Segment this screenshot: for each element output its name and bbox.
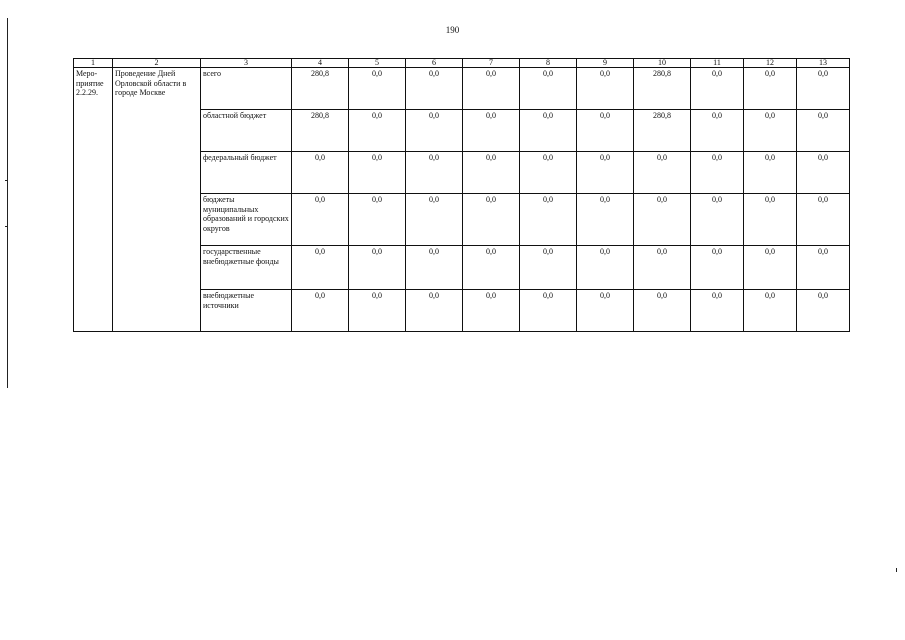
value-cell: 0,0 xyxy=(463,194,520,246)
left-margin-line xyxy=(7,18,8,388)
value-cell: 0,0 xyxy=(292,290,349,332)
value-cell: 0,0 xyxy=(744,68,797,110)
value-cell: 0,0 xyxy=(691,152,744,194)
value-cell: 0,0 xyxy=(292,152,349,194)
value-cell: 0,0 xyxy=(797,110,850,152)
column-number-row xyxy=(74,59,850,68)
value-cell: 0,0 xyxy=(292,194,349,246)
table-row xyxy=(74,68,850,110)
value-cell: 0,0 xyxy=(463,68,520,110)
column-number-cell: 3 xyxy=(201,59,292,68)
value-cell: 0,0 xyxy=(349,246,406,290)
column-number-cell: 7 xyxy=(463,59,520,68)
column-number-cell: 6 xyxy=(406,59,463,68)
funding-source-cell: областной бюджет xyxy=(201,110,292,152)
value-cell: 0,0 xyxy=(744,152,797,194)
value-cell: 0,0 xyxy=(691,194,744,246)
event-name-cell: Проведение Дней Орловской области в городе Москве xyxy=(113,68,201,332)
column-number-cell: 10 xyxy=(634,59,691,68)
value-cell: 0,0 xyxy=(577,110,634,152)
value-cell: 0,0 xyxy=(691,68,744,110)
value-cell: 0,0 xyxy=(744,110,797,152)
value-cell: 0,0 xyxy=(349,110,406,152)
value-cell: 0,0 xyxy=(349,290,406,332)
value-cell: 0,0 xyxy=(797,290,850,332)
value-cell: 0,0 xyxy=(634,194,691,246)
funding-source-cell: федеральный бюджет xyxy=(201,152,292,194)
value-cell: 0,0 xyxy=(744,290,797,332)
value-cell: 280,8 xyxy=(634,68,691,110)
value-cell: 0,0 xyxy=(634,246,691,290)
value-cell: 0,0 xyxy=(577,194,634,246)
value-cell: 0,0 xyxy=(520,246,577,290)
column-number-cell: 9 xyxy=(577,59,634,68)
value-cell: 0,0 xyxy=(520,152,577,194)
value-cell: 280,8 xyxy=(292,68,349,110)
value-cell: 280,8 xyxy=(634,110,691,152)
value-cell: 0,0 xyxy=(349,152,406,194)
value-cell: 0,0 xyxy=(292,246,349,290)
funding-source-cell: государственные внебюджетные фонды xyxy=(201,246,292,290)
value-cell: 0,0 xyxy=(691,290,744,332)
value-cell: 0,0 xyxy=(744,194,797,246)
value-cell: 0,0 xyxy=(406,68,463,110)
value-cell: 280,8 xyxy=(292,110,349,152)
value-cell: 0,0 xyxy=(797,152,850,194)
value-cell: 0,0 xyxy=(744,246,797,290)
column-number-cell: 13 xyxy=(797,59,850,68)
event-code-cell: Меро-приятие 2.2.29. xyxy=(74,68,113,332)
value-cell: 0,0 xyxy=(691,246,744,290)
value-cell: 0,0 xyxy=(691,110,744,152)
value-cell: 0,0 xyxy=(463,110,520,152)
value-cell: 0,0 xyxy=(406,290,463,332)
column-number-cell: 5 xyxy=(349,59,406,68)
value-cell: 0,0 xyxy=(577,246,634,290)
scan-mark xyxy=(5,226,8,227)
value-cell: 0,0 xyxy=(463,290,520,332)
value-cell: 0,0 xyxy=(520,194,577,246)
value-cell: 0,0 xyxy=(577,68,634,110)
value-cell: 0,0 xyxy=(349,194,406,246)
value-cell: 0,0 xyxy=(577,152,634,194)
scan-mark xyxy=(5,180,8,181)
value-cell: 0,0 xyxy=(406,110,463,152)
page-number: 190 xyxy=(445,25,460,35)
value-cell: 0,0 xyxy=(520,110,577,152)
value-cell: 0,0 xyxy=(634,290,691,332)
scan-mark xyxy=(896,568,897,572)
funding-source-cell: бюджеты муниципальных образований и городских округов xyxy=(201,194,292,246)
value-cell: 0,0 xyxy=(797,194,850,246)
value-cell: 0,0 xyxy=(520,290,577,332)
value-cell: 0,0 xyxy=(577,290,634,332)
value-cell: 0,0 xyxy=(520,68,577,110)
value-cell: 0,0 xyxy=(406,246,463,290)
funding-source-cell: внебюджетные источники xyxy=(201,290,292,332)
funding-source-cell: всего xyxy=(201,68,292,110)
value-cell: 0,0 xyxy=(463,152,520,194)
value-cell: 0,0 xyxy=(406,194,463,246)
column-number-cell: 2 xyxy=(113,59,201,68)
column-number-cell: 8 xyxy=(520,59,577,68)
column-number-cell: 12 xyxy=(744,59,797,68)
value-cell: 0,0 xyxy=(463,246,520,290)
budget-table xyxy=(73,58,850,332)
value-cell: 0,0 xyxy=(797,68,850,110)
column-number-cell: 4 xyxy=(292,59,349,68)
value-cell: 0,0 xyxy=(634,152,691,194)
value-cell: 0,0 xyxy=(349,68,406,110)
value-cell: 0,0 xyxy=(406,152,463,194)
column-number-cell: 11 xyxy=(691,59,744,68)
value-cell: 0,0 xyxy=(797,246,850,290)
column-number-cell: 1 xyxy=(74,59,113,68)
